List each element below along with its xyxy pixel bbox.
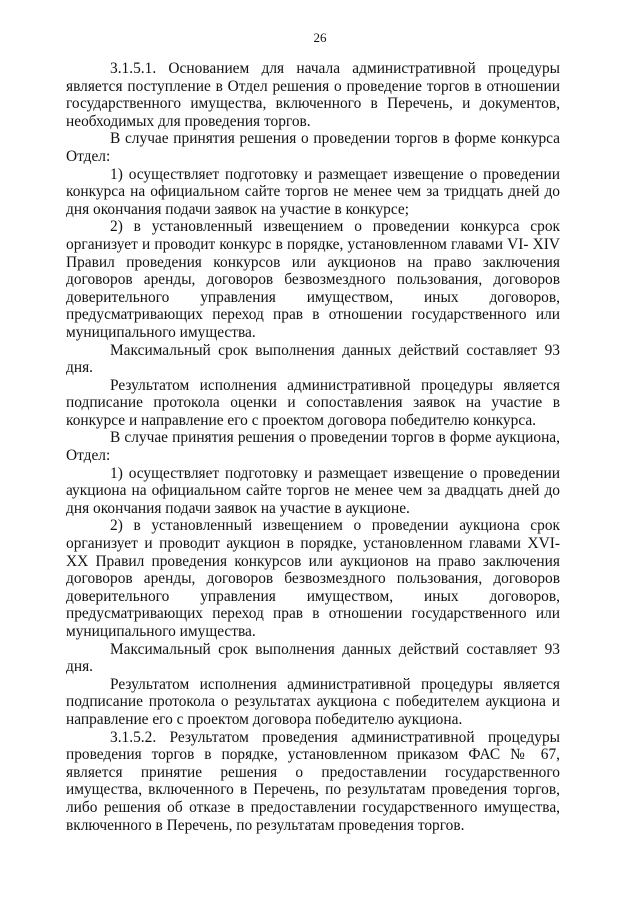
paragraph-contest-step-1: 1) осуществляет подготовку и размещает извещение о проведении конкурса на официальном сайте торгов не менее чем за тридцать дней до дня окончания подачи заявок на участие в конкурсе;: [66, 165, 560, 218]
page-number: 26: [313, 30, 327, 45]
paragraph-3-1-5-1: 3.1.5.1. Основанием для начала административной процедуры является поступление в Отдел решения о проведение торгов в отношении государственного имущества, включенного в Перечень, и документов, необходимых для проведения торгов.: [66, 60, 560, 130]
document-body: [66, 60, 560, 834]
paragraph-contest-result: Результатом исполнения административной процедуры является подписание протокола оценки и сопоставления заявок на участие в конкурсе и направление его с проектом договора победителю конкурса.: [66, 376, 560, 429]
paragraph-auction-intro: В случае принятия решения о проведении торгов в форме аукциона, Отдел:: [66, 429, 560, 465]
paragraph-3-1-5-2: 3.1.5.2. Результатом проведения административной процедуры проведения торгов в порядке, установленном приказом ФАС № 67, является принятие решения о предоставлении государственного имущества, включенного в Перечень, по результатам проведения торгов, либо решения об отказе в предоставлении государственного имущества, включенного в Перечень, по результатам проведения торгов.: [66, 728, 560, 834]
paragraph-auction-step-1: 1) осуществляет подготовку и размещает извещение о проведении аукциона на официальном сайте торгов не менее чем за двадцать дней до дня окончания подачи заявок на участие в аукционе.: [66, 464, 560, 517]
paragraph-auction-step-2: 2) в установленный извещением о проведении аукциона срок организует и проводит аукцион в порядке, установленном главами XVI-XX Правил проведения конкурсов или аукционов на право заключения договоров аренды, договоров безвозмездного пользования, договоров доверительного управления имуществом, иных договоров, предусматривающих переход прав в отношении государственного или муниципального имущества.: [66, 517, 560, 640]
paragraph-auction-max-term: Максимальный срок выполнения данных действий составляет 93 дня.: [66, 640, 560, 676]
paragraph-contest-max-term: Максимальный срок выполнения данных действий составляет 93 дня.: [66, 341, 560, 377]
paragraph-auction-result: Результатом исполнения административной процедуры является подписание протокола о результатах аукциона с победителем аукциона и направление его с проектом договора победителю аукциона.: [66, 675, 560, 728]
paragraph-contest-step-2: 2) в установленный извещением о проведении конкурса срок организует и проводит конкурс в порядке, установленном главами VI- XIV Правил проведения конкурсов или аукционов на право заключения договоров аренды, договоров безвозмездного пользования, договоров доверительного управления имуществом, иных договоров, предусматривающих переход прав в отношении государственного или муниципального имущества.: [66, 218, 560, 341]
paragraph-contest-intro: В случае принятия решения о проведении торгов в форме конкурса Отдел:: [66, 130, 560, 165]
